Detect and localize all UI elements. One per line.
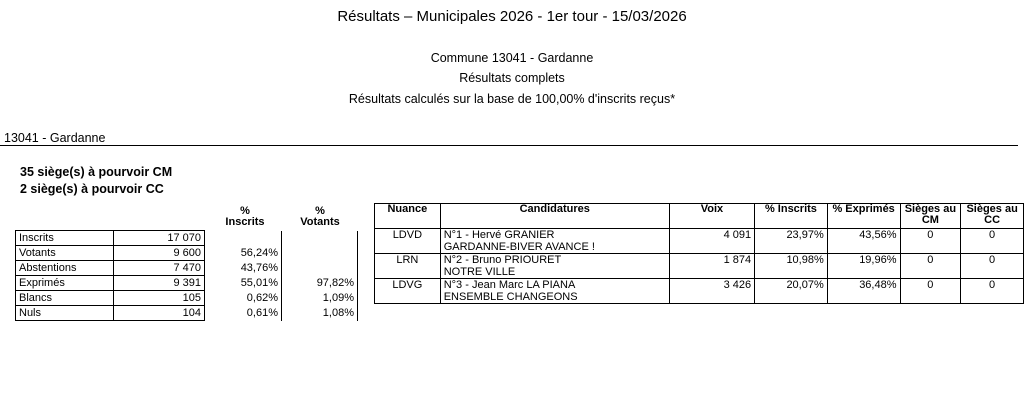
table-row xyxy=(375,229,1024,254)
candidate-name: N°2 - Bruno PRIOURET xyxy=(443,254,562,266)
cell-candidature xyxy=(440,279,669,304)
table-row xyxy=(16,306,358,321)
cell-nuance: LDVD xyxy=(375,229,441,254)
stats-pct-inscrits xyxy=(205,231,282,246)
stats-pct-votants: 1,08% xyxy=(282,306,358,321)
stats-pct-votants xyxy=(282,246,358,261)
table-row xyxy=(16,246,358,261)
stats-pct-inscrits: 55,01% xyxy=(205,276,282,291)
cell-sieges-cc: 0 xyxy=(961,279,1024,304)
col-header-pct-inscrits: % Inscrits xyxy=(755,204,828,229)
candidate-list: GARDANNE-BIVER AVANCE ! xyxy=(443,241,595,253)
cell-sieges-cm: 0 xyxy=(900,254,961,279)
seats-cc: 2 siège(s) à pourvoir CC xyxy=(20,182,164,196)
cell-candidature xyxy=(440,229,669,254)
cell-nuance: LRN xyxy=(375,254,441,279)
candidate-name: N°1 - Hervé GRANIER xyxy=(443,229,555,241)
col-header-sieges-cc: Sièges au CC xyxy=(961,204,1024,229)
stats-value: 9 600 xyxy=(114,246,205,261)
stats-value: 7 470 xyxy=(114,261,205,276)
stats-label: Exprimés xyxy=(16,276,114,291)
stats-value: 17 070 xyxy=(114,231,205,246)
stats-pct-inscrits: 43,76% xyxy=(205,261,282,276)
cell-pct-inscrits: 20,07% xyxy=(755,279,828,304)
stats-pct-inscrits: 56,24% xyxy=(205,246,282,261)
section-divider xyxy=(0,145,1018,146)
cell-nuance: LDVG xyxy=(375,279,441,304)
stats-label: Abstentions xyxy=(16,261,114,276)
page-title: Résultats – Municipales 2026 - 1er tour - 15/03/2026 xyxy=(337,8,687,25)
col-header-voix: Voix xyxy=(669,204,754,229)
candidate-name: N°3 - Jean Marc LA PIANA xyxy=(443,279,576,291)
table-row xyxy=(16,231,358,246)
stats-table xyxy=(15,230,358,321)
candidates-table xyxy=(374,203,1024,304)
stats-label: Nuls xyxy=(16,306,114,321)
results-scope: Résultats complets xyxy=(459,71,565,85)
cell-sieges-cm: 0 xyxy=(900,279,961,304)
table-row xyxy=(16,276,358,291)
cell-pct-exprimes: 43,56% xyxy=(827,229,900,254)
stats-pct-inscrits: 0,61% xyxy=(205,306,282,321)
cell-pct-exprimes: 19,96% xyxy=(827,254,900,279)
cell-voix: 1 874 xyxy=(669,254,754,279)
table-row xyxy=(16,291,358,306)
stats-header-pct-inscrits-text: % Inscrits xyxy=(225,205,265,228)
stats-value: 105 xyxy=(114,291,205,306)
cell-sieges-cc: 0 xyxy=(961,254,1024,279)
cell-candidature xyxy=(440,254,669,279)
stats-header-pct-votants-text: % Votants xyxy=(300,205,340,228)
stats-value: 104 xyxy=(114,306,205,321)
table-row xyxy=(375,254,1024,279)
stats-header-pct-inscrits xyxy=(221,206,269,228)
cell-voix: 3 426 xyxy=(669,279,754,304)
candidate-list: NOTRE VILLE xyxy=(443,266,516,278)
table-row xyxy=(375,279,1024,304)
stats-value: 9 391 xyxy=(114,276,205,291)
seats-cm: 35 siège(s) à pourvoir CM xyxy=(20,165,173,179)
col-header-candidatures: Candidatures xyxy=(440,204,669,229)
stats-pct-votants: 1,09% xyxy=(282,291,358,306)
cell-pct-inscrits: 23,97% xyxy=(755,229,828,254)
cell-pct-inscrits: 10,98% xyxy=(755,254,828,279)
cell-voix: 4 091 xyxy=(669,229,754,254)
candidate-list: ENSEMBLE CHANGEONS xyxy=(443,291,578,303)
stats-label: Blancs xyxy=(16,291,114,306)
table-header-row xyxy=(375,204,1024,229)
col-header-pct-exprimes: % Exprimés xyxy=(827,204,900,229)
stats-pct-votants xyxy=(282,231,358,246)
commune-label: 13041 - Gardanne xyxy=(4,131,106,145)
stats-label: Inscrits xyxy=(16,231,114,246)
col-header-sieges-cm: Sièges au CM xyxy=(900,204,961,229)
cell-pct-exprimes: 36,48% xyxy=(827,279,900,304)
stats-pct-votants: 97,82% xyxy=(282,276,358,291)
table-row xyxy=(16,261,358,276)
cell-sieges-cc: 0 xyxy=(961,229,1024,254)
stats-header-pct-votants xyxy=(296,206,344,228)
stats-label: Votants xyxy=(16,246,114,261)
results-basis-note: Résultats calculés sur la base de 100,00% d'inscrits reçus* xyxy=(348,92,676,106)
stats-pct-inscrits: 0,62% xyxy=(205,291,282,306)
cell-sieges-cm: 0 xyxy=(900,229,961,254)
col-header-nuance: Nuance xyxy=(375,204,441,229)
stats-pct-votants xyxy=(282,261,358,276)
commune-heading: Commune 13041 - Gardanne xyxy=(430,51,594,65)
